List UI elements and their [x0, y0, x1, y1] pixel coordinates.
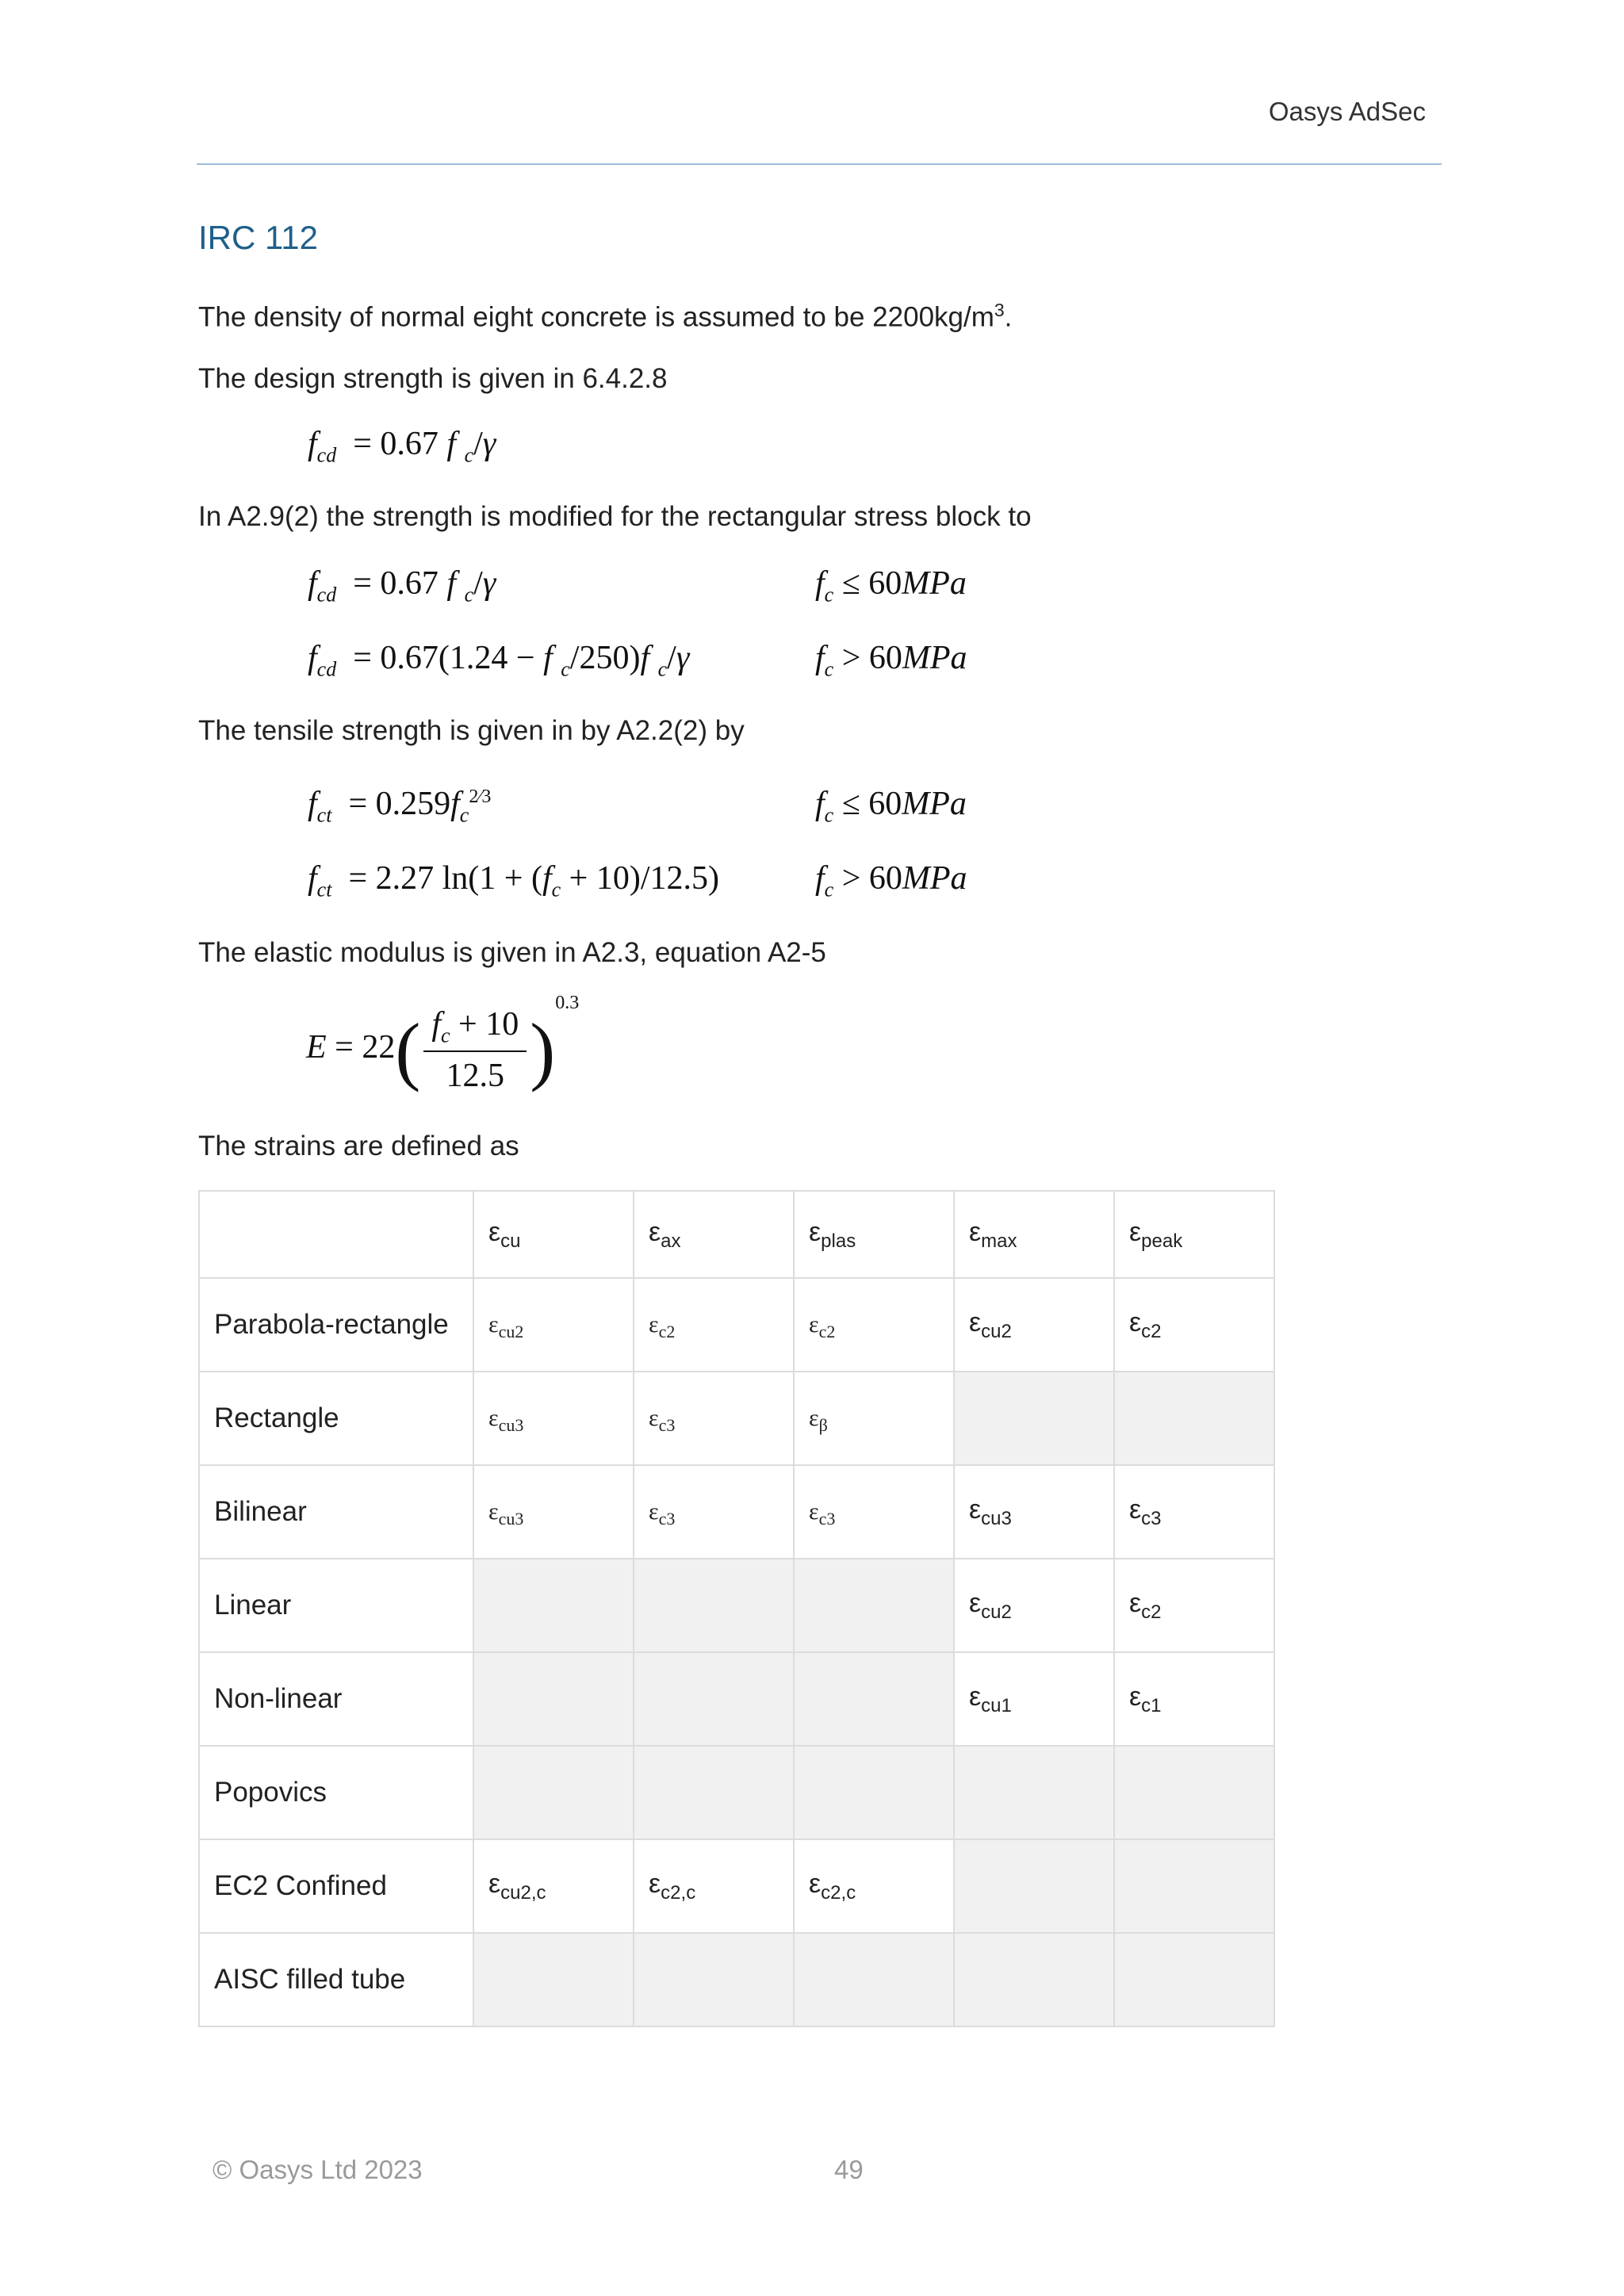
strain-cell: $\varepsilon_{c2}$	[794, 1278, 954, 1372]
table-row	[199, 1652, 1274, 1746]
design-strength-paragraph: The design strength is given in 6.4.2.8	[198, 363, 668, 394]
condition-fc-low-2: $f_c \le 60MPa$	[815, 786, 967, 827]
row-label: Popovics	[199, 1746, 473, 1839]
row-label: AISC filled tube	[199, 1933, 473, 2026]
strain-cell: $\varepsilon_{c2,c}$	[634, 1839, 794, 1933]
footer-page-number: 49	[834, 2155, 864, 2184]
strain-cell: $\varepsilon_{c2,c}$	[794, 1839, 954, 1933]
row-label: Rectangle	[199, 1372, 473, 1465]
table-row	[199, 1559, 1274, 1652]
row-label: Non-linear	[199, 1652, 473, 1746]
empty-cell	[473, 1746, 634, 1839]
strain-cell: $\varepsilon_{c2}$	[1114, 1559, 1274, 1652]
condition-fc-high-2: $f_c > 60MPa$	[815, 860, 967, 901]
header-cell: $\varepsilon_{ax}$	[634, 1191, 794, 1278]
header-cell: $\varepsilon_{peak}$	[1114, 1191, 1274, 1278]
table-row	[199, 1746, 1274, 1839]
footer-copyright: © Oasys Ltd 2023	[213, 2155, 423, 2184]
empty-cell	[634, 1559, 794, 1652]
strain-cell: $\varepsilon_{cu2,c}$	[473, 1839, 634, 1933]
empty-cell	[794, 1933, 954, 2026]
empty-cell	[634, 1652, 794, 1746]
row-label: Linear	[199, 1559, 473, 1652]
empty-cell	[473, 1652, 634, 1746]
row-label: Bilinear	[199, 1465, 473, 1559]
elastic-modulus-paragraph: The elastic modulus is given in A2.3, equation A2-5	[198, 937, 826, 968]
strain-cell: $\varepsilon_{cu3}$	[954, 1465, 1114, 1559]
empty-cell	[1114, 1746, 1274, 1839]
strains-paragraph: The strains are defined as	[198, 1131, 519, 1161]
table-corner-cell	[199, 1191, 473, 1278]
rectangular-block-paragraph: In A2.9(2) the strength is modified for the rectangular stress block to	[198, 501, 1032, 532]
empty-cell	[473, 1933, 634, 2026]
strain-cell: $\varepsilon_{c3}$	[634, 1465, 794, 1559]
strain-cell: $\varepsilon_{c3}$	[1114, 1465, 1274, 1559]
density-text: The density of normal eight concrete is assumed to be 2200kg/m	[198, 301, 994, 333]
strain-cell: $\varepsilon_{cu3}$	[473, 1465, 634, 1559]
equation-fcd-rect-high: $f_{cd} = 0.67(1.24 - f$ $_c$/250)f $_c$/γ	[308, 640, 690, 681]
equation-fcd-basic: $f_{cd} = 0.67$ f $_c$/γ	[308, 426, 496, 467]
empty-cell	[954, 1839, 1114, 1933]
row-label: Parabola-rectangle	[199, 1278, 473, 1372]
condition-fc-low-1: $f_c \le 60MPa$	[815, 565, 967, 607]
empty-cell	[794, 1559, 954, 1652]
equation-fct-low: $f_{ct} = 0.259f_c^{2⁄3}$	[308, 786, 492, 827]
header-cell: $\varepsilon_{max}$	[954, 1191, 1114, 1278]
strain-cell: $\varepsilon_{cu1}$	[954, 1652, 1114, 1746]
empty-cell	[954, 1746, 1114, 1839]
strain-cell: $\varepsilon_{cu2}$	[954, 1278, 1114, 1372]
equation-elastic-modulus: E = 22( $\frac{f_c + 10}{12.5}$ )$^{0.3}$	[306, 993, 580, 1095]
strain-cell: $\varepsilon_\beta$	[794, 1372, 954, 1465]
density-paragraph	[198, 300, 1012, 334]
empty-cell	[634, 1746, 794, 1839]
empty-cell	[794, 1652, 954, 1746]
strain-cell: $\varepsilon_{c2}$	[1114, 1278, 1274, 1372]
row-label: EC2 Confined	[199, 1839, 473, 1933]
empty-cell	[954, 1933, 1114, 2026]
header-cell: $\varepsilon_{plas}$	[794, 1191, 954, 1278]
empty-cell	[954, 1372, 1114, 1465]
table-row	[199, 1933, 1274, 2026]
strain-cell: $\varepsilon_{c3}$	[794, 1465, 954, 1559]
empty-cell	[794, 1746, 954, 1839]
density-suffix: .	[1004, 301, 1013, 333]
strain-cell: $\varepsilon_{c3}$	[634, 1372, 794, 1465]
strains-table	[198, 1190, 1275, 2027]
strain-cell: $\varepsilon_{cu2}$	[473, 1278, 634, 1372]
header-product-name: Oasys AdSec	[1268, 97, 1426, 126]
strain-cell: $\varepsilon_{cu2}$	[954, 1559, 1114, 1652]
tensile-strength-paragraph: The tensile strength is given in by A2.2(2) by	[198, 715, 745, 746]
equation-fct-high: $f_{ct} = 2.27$ $\ln(1 + (f_c + 10)/12.5)$	[308, 860, 719, 901]
table-row	[199, 1465, 1274, 1559]
empty-cell	[1114, 1372, 1274, 1465]
table-header-row	[199, 1191, 1274, 1278]
condition-fc-high-1: $f_c > 60MPa$	[815, 640, 967, 681]
density-superscript: 3	[994, 300, 1005, 320]
empty-cell	[634, 1933, 794, 2026]
header-divider	[197, 163, 1442, 165]
strain-cell: $\varepsilon_{cu3}$	[473, 1372, 634, 1465]
table-row	[199, 1372, 1274, 1465]
equation-fcd-rect-low: $f_{cd} = 0.67$ f $_c$/γ	[308, 565, 496, 607]
header-cell: $\varepsilon_{cu}$	[473, 1191, 634, 1278]
table-row	[199, 1839, 1274, 1933]
strain-cell: $\varepsilon_{c1}$	[1114, 1652, 1274, 1746]
empty-cell	[1114, 1933, 1274, 2026]
table-row	[199, 1278, 1274, 1372]
empty-cell	[1114, 1839, 1274, 1933]
strain-cell: $\varepsilon_{c2}$	[634, 1278, 794, 1372]
section-title: IRC 112	[198, 219, 318, 256]
empty-cell	[473, 1559, 634, 1652]
